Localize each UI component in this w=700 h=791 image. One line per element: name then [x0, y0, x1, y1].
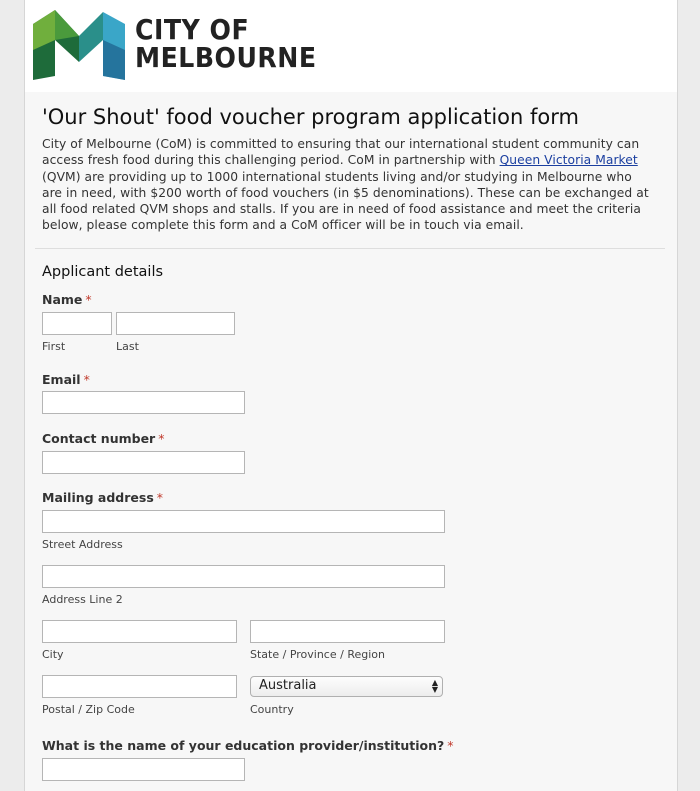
logo-wordmark: [135, 13, 317, 74]
intro-text-1: City of Melbourne (CoM) is committed to ensuring that our international student community can access fresh food during this challenging period. CoM in partnership with: [42, 137, 640, 168]
required-marker: *: [447, 738, 454, 753]
mailing-address-label-text: Mailing address: [42, 490, 154, 505]
name-label: [42, 292, 92, 307]
form-intro: [42, 136, 654, 234]
select-arrows-icon: ▲ ▼: [431, 678, 438, 694]
first-name-sublabel: First: [42, 340, 66, 353]
mailing-address-label: [42, 490, 163, 505]
intro-text-2: (QVM) are providing up to 1000 international students living and/or studying in Melbourne who are in need, with $200 worth of food vouchers (in $5 denominations). These can be exchanged at all food related QVM shops and stalls. If you are in need of food assistance and meet the criteria below, please complete this form and a CoM officer will be in touch via email.: [42, 169, 649, 233]
city-sublabel: City: [42, 648, 64, 661]
email-label: [42, 372, 90, 387]
contact-number-label-text: Contact number: [42, 431, 156, 446]
email-input[interactable]: [42, 391, 245, 414]
site-header: [25, 0, 677, 92]
city-of-melbourne-logo-icon[interactable]: [33, 10, 125, 80]
state-sublabel: State / Province / Region: [250, 648, 385, 661]
email-label-text: Email: [42, 372, 81, 387]
education-provider-label-text: What is the name of your education provider/institution?: [42, 738, 445, 753]
applicant-details-heading: Applicant details: [42, 264, 164, 280]
country-selected-value: Australia: [259, 678, 317, 693]
last-name-sublabel: Last: [116, 340, 139, 353]
city-input[interactable]: [42, 620, 237, 643]
required-marker: *: [158, 431, 165, 446]
form-page: [24, 0, 678, 791]
contact-number-label: [42, 431, 164, 446]
street-address-sublabel: Street Address: [42, 538, 123, 551]
state-input[interactable]: [250, 620, 445, 643]
street-address-input[interactable]: [42, 510, 445, 533]
postal-code-sublabel: Postal / Zip Code: [42, 703, 135, 716]
name-label-text: Name: [42, 292, 83, 307]
first-name-input[interactable]: [42, 312, 112, 335]
contact-number-input[interactable]: [42, 451, 245, 474]
address-line-2-sublabel: Address Line 2: [42, 593, 123, 606]
education-provider-label: [42, 738, 454, 753]
address-line-2-input[interactable]: [42, 565, 445, 588]
logo-line-1: CITY OF: [135, 13, 250, 46]
required-marker: *: [85, 292, 92, 307]
country-select[interactable]: [250, 676, 443, 697]
last-name-input[interactable]: [116, 312, 235, 335]
country-sublabel: Country: [250, 703, 294, 716]
form-title: 'Our Shout' food voucher program application form: [42, 105, 579, 129]
queen-victoria-market-link[interactable]: Queen Victoria Market: [499, 153, 638, 168]
logo-line-2: MELBOURNE: [135, 41, 317, 74]
required-marker: *: [156, 490, 164, 505]
education-provider-input[interactable]: [42, 758, 245, 781]
section-divider: [35, 248, 665, 249]
required-marker: *: [83, 372, 90, 387]
postal-code-input[interactable]: [42, 675, 237, 698]
